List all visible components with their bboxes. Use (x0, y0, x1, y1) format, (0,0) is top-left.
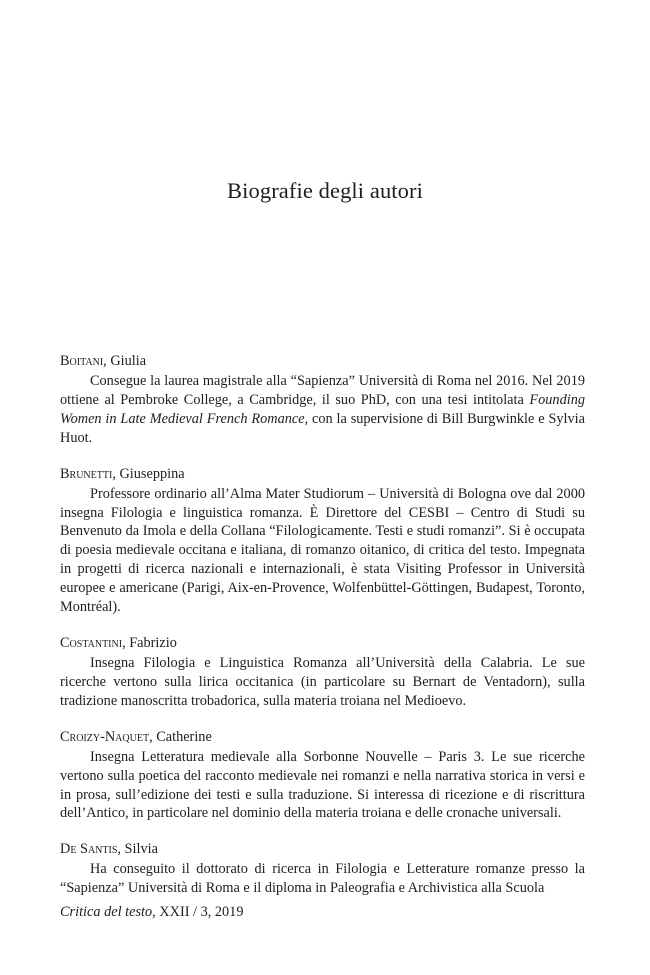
journal-name: Critica del testo (60, 904, 153, 920)
author-surname: De Santis (60, 841, 118, 858)
author-surname: Boitani (60, 353, 104, 369)
author-bio: Professore ordinario all’Alma Mater Studiorum – Università di Bologna ove dal 2000 insegna Filologia e linguistica romanza. È Direttore del CESBI – Centro di Studi su Benvenuto da Imola e della Collana “Filologicamente. Testi e studi romanzi”. Si è occupata di poesia medievale occitana e italiana, di romanzo oitanico, di critica del testo. Impegnata in progetti di ricerca nazionali e internazionali, è stata Visiting Professor in Università europee e americane (Parigi, Aix-en-Provence, Wolfenbüttel-Göttingen, Budapest, Toronto, Montréal). (60, 485, 585, 616)
author-name (60, 633, 585, 654)
bio-text: , con la supervisione di Bill Burgwinkle e Sylvia Huot. (60, 410, 585, 446)
author-given-name: , Silvia (117, 841, 158, 858)
running-footer (60, 904, 243, 921)
bio-text: Consegue la laurea magistrale alla “Sapienza” Università di Roma nel 2016. Nel 2019 ottiene al Pembroke College, a Cambridge, il suo PhD, con una tesi intitolata (60, 373, 585, 408)
author-bio: Insegna Letteratura medievale alla Sorbonne Nouvelle – Paris 3. Le sue ricerche vertono sulla poetica del racconto medievale nei romanzi e nella narrativa storica in versi e in prosa, sull’edizione dei testi e sulla traduzione. Si interessa di ricezione e di riscrittura dell’Antico, in particolare nel dominio della materia troiana e delle cronache universali. (60, 748, 585, 822)
author-given-name: , Fabrizio (122, 634, 177, 651)
author-entry-brunetti (60, 464, 585, 617)
author-given-name: , Giulia (103, 353, 147, 369)
page-title: Biografie degli autori (227, 178, 423, 203)
author-entry-de-santis (60, 839, 585, 898)
author-name (60, 727, 585, 748)
author-name (60, 351, 585, 372)
author-surname: Brunetti (60, 465, 113, 482)
author-given-name: , Catherine (149, 728, 212, 745)
author-given-name: , Giuseppina (112, 465, 185, 482)
author-name (60, 839, 585, 860)
thesis-title: Founding Women in Late Medieval French Romance (60, 391, 585, 427)
author-surname: Costantini (60, 634, 123, 651)
author-bio: Ha conseguito il dottorato di ricerca in Filologia e Letterature romanze presso la “Sapienza” Università di Roma e il diploma in Paleografia e Archivistica alla Scuola (60, 861, 585, 897)
author-entry-costantini (60, 633, 585, 711)
author-entry-boitani (60, 351, 585, 448)
author-biographies (60, 351, 585, 914)
author-surname: Croizy-Naquet (60, 728, 150, 745)
issue-info: , XXII / 3, 2019 (152, 904, 244, 920)
author-name (60, 464, 585, 485)
author-bio: Insegna Filologia e Linguistica Romanza all’Università della Calabria. Le sue ricerche vertono sulla lirica occitanica (in particolare su Bernart de Ventadorn), sulla tradizione manoscritta trobadorica, sulla materia troiana nel Medioevo. (60, 654, 585, 709)
author-bio (60, 372, 585, 448)
author-entry-croizy-naquet (60, 727, 585, 824)
